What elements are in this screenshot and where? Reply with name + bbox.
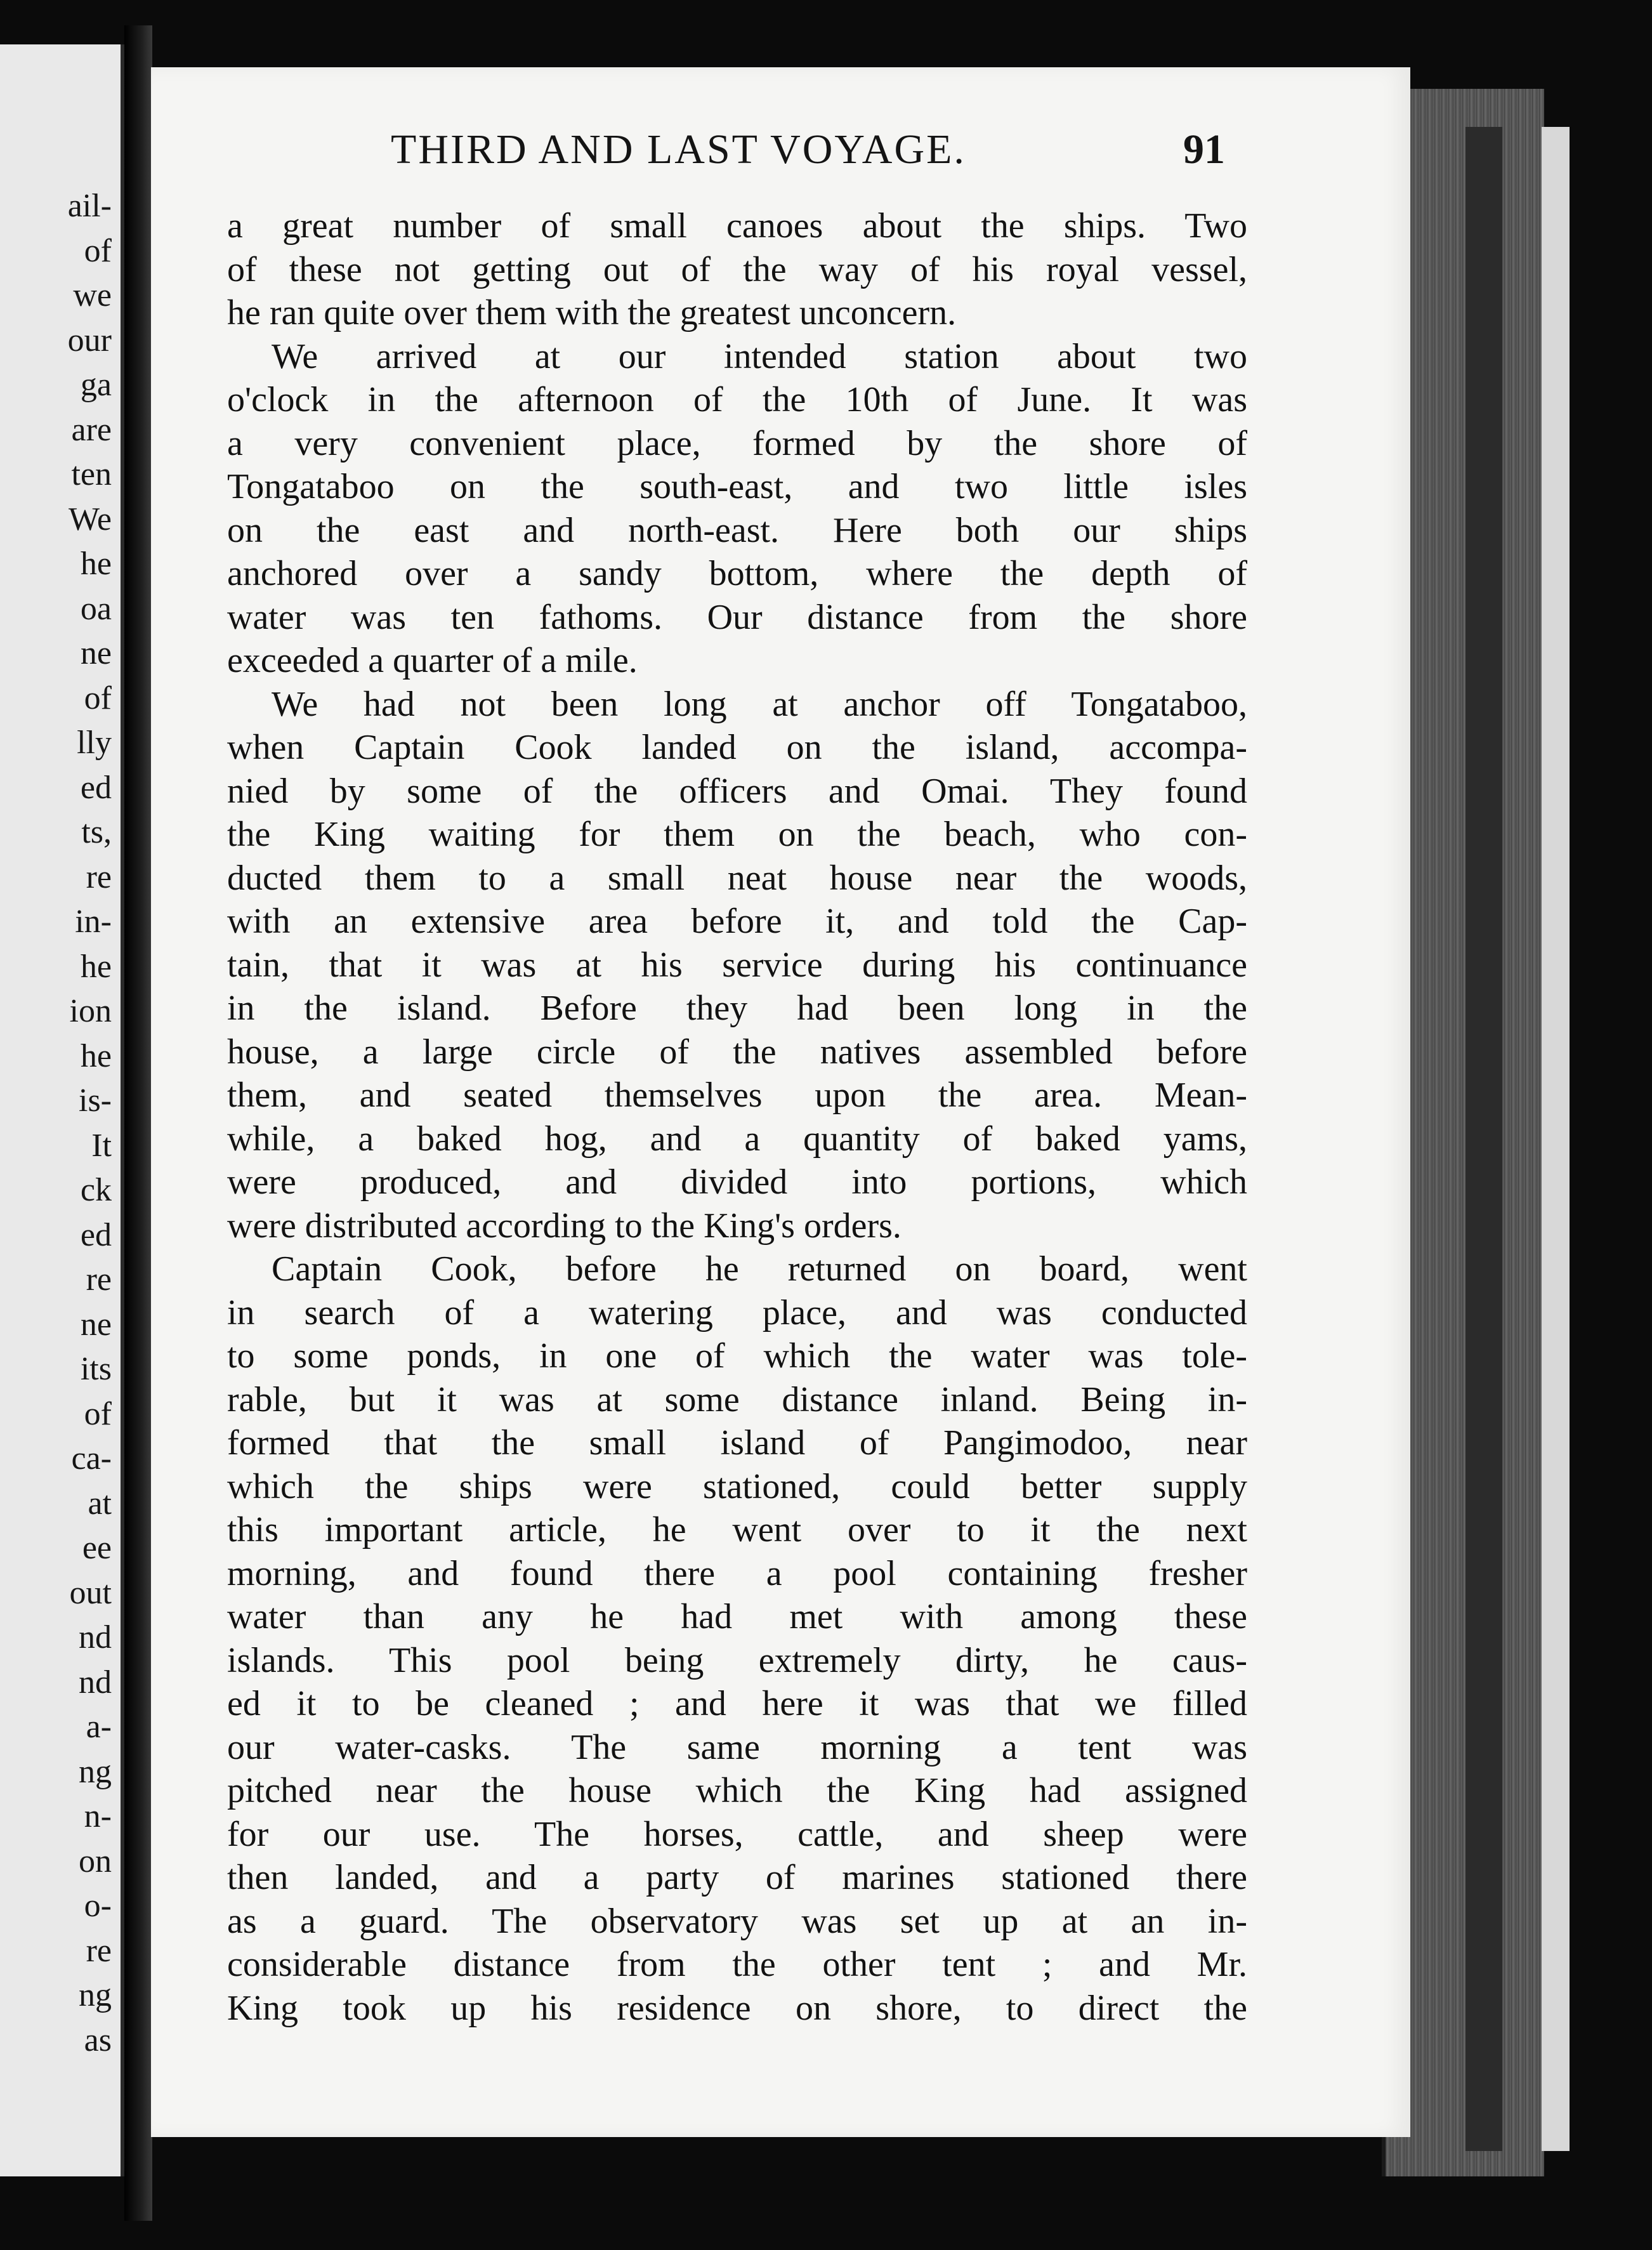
- text-line: on the east and north-east. Here both our ships: [227, 510, 1247, 550]
- text-line: morning, and found there a pool containing fresher: [227, 1553, 1247, 1593]
- left-fragment: re: [86, 1261, 112, 1298]
- left-fragment: he: [80, 546, 112, 582]
- left-fragment: ed: [80, 1216, 112, 1253]
- text-line: with an extensive area before it, and told the Cap-: [227, 902, 1247, 941]
- left-fragment: of: [84, 1395, 112, 1432]
- left-fragment: we: [73, 277, 112, 313]
- text-line: o'clock in the afternoon of the 10th of June. It was: [227, 380, 1247, 419]
- text-line: ed it to be cleaned ; and here it was that we filled: [227, 1684, 1247, 1723]
- left-fragment: of: [84, 680, 112, 716]
- text-line: King took up his residence on shore, to direct the: [227, 1988, 1247, 2028]
- left-fragment: re: [86, 1932, 112, 1969]
- left-page-text: [68, 184, 112, 2063]
- left-fragment: ee: [82, 1530, 112, 1566]
- text-line: house, a large circle of the natives assembled before: [227, 1032, 1247, 1072]
- left-fragment: in-: [75, 904, 112, 940]
- left-fragment: are: [71, 411, 112, 448]
- body-text: [227, 204, 1247, 2030]
- text-line: nied by some of the officers and Omai. They found: [227, 771, 1247, 811]
- text-line: the King waiting for them on the beach, who con-: [227, 815, 1247, 854]
- text-line: formed that the small island of Pangimodoo, near: [227, 1423, 1247, 1463]
- text-line: anchored over a sandy bottom, where the depth of: [227, 554, 1247, 593]
- text-line: in the island. Before they had been long in the: [227, 989, 1247, 1028]
- text-line: were produced, and divided into portions, which: [227, 1162, 1247, 1202]
- left-fragment: ck: [80, 1172, 112, 1208]
- text-line: Tongataboo on the south-east, and two little isles: [227, 467, 1247, 506]
- left-fragment: lly: [77, 725, 112, 761]
- left-fragment: he: [80, 1037, 112, 1074]
- cover-edge-dark: [1465, 127, 1502, 2151]
- left-fragment: o-: [84, 1888, 112, 1924]
- left-fragment: he: [80, 948, 112, 985]
- text-line: exceeded a quarter of a mile.: [227, 641, 638, 680]
- left-fragment: a-: [86, 1709, 112, 1745]
- text-line: a great number of small canoes about the ships. Two: [227, 206, 1247, 246]
- text-line: water than any he had met with among these: [227, 1597, 1247, 1636]
- left-fragment: re: [86, 859, 112, 895]
- text-line: water was ten fathoms. Our distance from the shore: [227, 597, 1247, 637]
- left-fragment: ne: [80, 1306, 112, 1343]
- text-line: ducted them to a small neat house near the woods,: [227, 858, 1247, 898]
- left-fragment: of: [84, 232, 112, 269]
- book-gutter: [124, 25, 152, 2221]
- text-line: of these not getting out of the way of his royal vessel,: [227, 249, 1247, 289]
- cover-edge-light: [1542, 127, 1570, 2151]
- left-fragment: nd: [79, 1664, 112, 1701]
- text-line: islands. This pool being extremely dirty, he caus-: [227, 1640, 1247, 1680]
- left-fragment: ed: [80, 769, 112, 806]
- text-line: while, a baked hog, and a quantity of baked yams,: [227, 1119, 1247, 1159]
- page-number: 91: [1183, 126, 1225, 173]
- text-line: a very convenient place, formed by the shore of: [227, 423, 1247, 463]
- text-line: in search of a watering place, and was conducted: [227, 1293, 1247, 1332]
- text-line: them, and seated themselves upon the area. Mean-: [227, 1076, 1247, 1115]
- text-line: which the ships were stationed, could better supply: [227, 1466, 1247, 1506]
- left-fragment: out: [69, 1574, 112, 1611]
- text-line: to some ponds, in one of which the water was tole-: [227, 1336, 1247, 1376]
- left-fragment: ts,: [81, 814, 112, 850]
- left-fragment: ng: [79, 1753, 112, 1790]
- left-fragment: our: [67, 322, 112, 359]
- text-line: for our use. The horses, cattle, and sheep were: [227, 1814, 1247, 1854]
- left-fragment: It: [91, 1127, 112, 1164]
- left-fragment: ga: [80, 367, 112, 403]
- text-line: were distributed according to the King's orders.: [227, 1206, 901, 1246]
- left-fragment: ten: [71, 456, 112, 492]
- left-fragment: ail-: [67, 188, 112, 224]
- left-facing-page: [0, 44, 124, 2176]
- text-line: We arrived at our intended station about two: [272, 336, 1247, 376]
- text-line: this important article, he went over to it the next: [227, 1510, 1247, 1549]
- text-line: then landed, and a party of marines stationed there: [227, 1858, 1247, 1897]
- running-title: THIRD AND LAST VOYAGE.: [391, 126, 966, 173]
- left-fragment: ng: [79, 1977, 112, 2013]
- text-line: rable, but it was at some distance inland. Being in-: [227, 1379, 1247, 1419]
- left-fragment: at: [88, 1485, 112, 1522]
- left-fragment: on: [79, 1843, 112, 1879]
- left-fragment: its: [80, 1351, 112, 1387]
- left-fragment: ca-: [71, 1440, 112, 1477]
- left-fragment: We: [69, 501, 112, 537]
- left-fragment: oa: [80, 590, 112, 627]
- text-line: considerable distance from the other tent ; and Mr.: [227, 1945, 1247, 1984]
- text-line: when Captain Cook landed on the island, accompa-: [227, 728, 1247, 767]
- left-fragment: as: [84, 2022, 112, 2058]
- left-fragment: n-: [84, 1798, 112, 1834]
- text-line: Captain Cook, before he returned on board, went: [272, 1249, 1247, 1289]
- text-line: We had not been long at anchor off Tongataboo,: [272, 684, 1247, 724]
- running-head: [228, 119, 1243, 176]
- text-line: he ran quite over them with the greatest unconcern.: [227, 293, 957, 332]
- left-fragment: ion: [69, 993, 112, 1029]
- left-fragment: nd: [79, 1619, 112, 1655]
- text-line: tain, that it was at his service during his continuance: [227, 945, 1247, 985]
- left-fragment: ne: [80, 635, 112, 671]
- text-line: as a guard. The observatory was set up at an in-: [227, 1901, 1247, 1941]
- text-line: our water-casks. The same morning a tent was: [227, 1727, 1247, 1767]
- text-line: pitched near the house which the King had assigned: [227, 1771, 1247, 1810]
- left-fragment: is-: [79, 1082, 112, 1119]
